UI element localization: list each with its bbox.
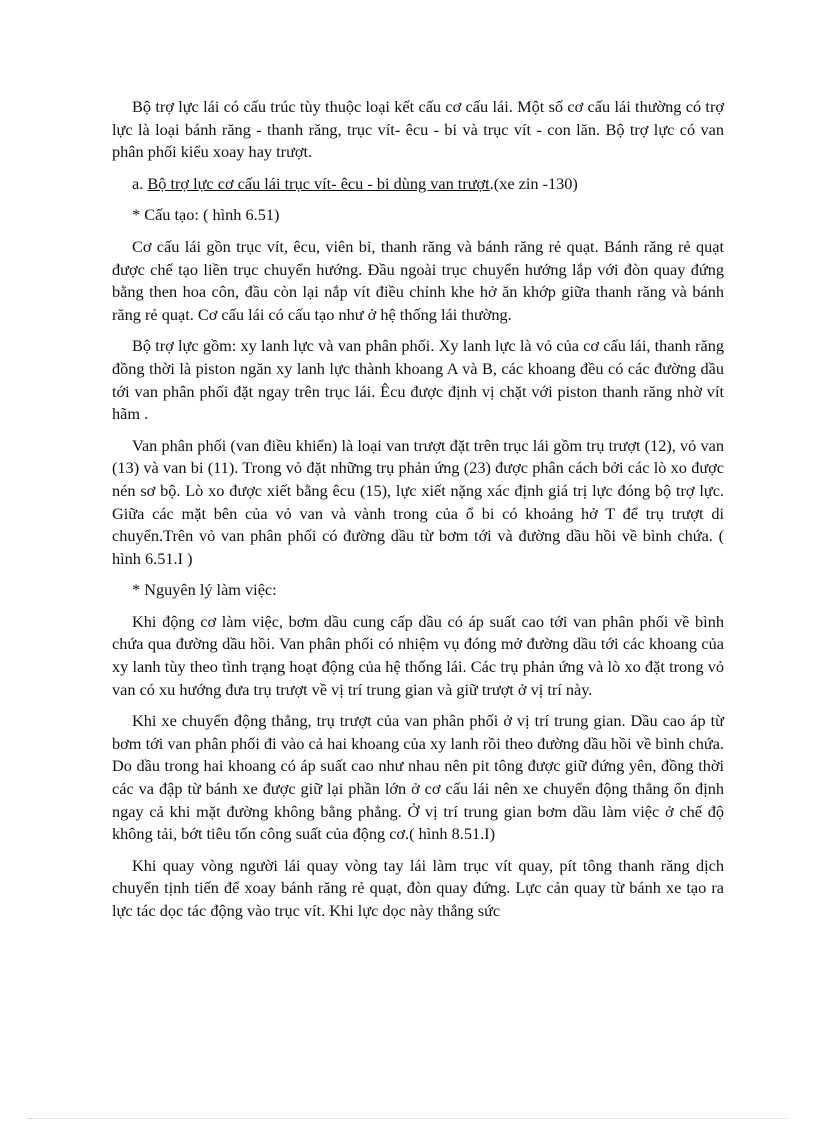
- page-bottom-divider: [28, 1118, 788, 1119]
- heading-a-title: Bộ trợ lực cơ cấu lái trục vít- êcu - bi dùng van trượt: [147, 173, 490, 193]
- principle-heading: * Nguyên lý làm việc:: [132, 580, 277, 600]
- paragraph-steering-gear: Cơ cấu lái gồn trục vít, êcu, viên bi, thanh răng và bánh răng rẻ quạt. Bánh răng rẻ quạt được chế tạo liền trục chuyển hướng. Đầu ngoài trục chuyển hướng lắp với đòn quay đứng bằng then hoa côn, đầu còn lại nắp vít điều chỉnh khe hở ăn khớp giữa thanh răng và bánh răng rẻ quạt. Cơ cấu lái có cấu tạo như ở hệ thống lái thường.: [112, 236, 724, 324]
- paragraph-booster-components: Bộ trợ lực gồm: xy lanh lực và van phân phối. Xy lanh lực là vỏ của cơ cấu lái, thanh răng đồng thời là piston ngăn xy lanh lực thành khoang A và B, các khoang đều có các đường dầu tới van phân phối đặt ngay trên trục lái. Êcu được định vị chặt với piston thanh răng nhờ vít hãm .: [112, 336, 724, 424]
- document-page: [112, 96, 724, 932]
- paragraph-distribution-valve: Van phân phối (van điều khiển) là loại van trượt đặt trên trục lái gồm trụ trượt (12), vỏ van (13) và van bi (11). Trong vỏ đặt những trụ phản ứng (23) được phân cách bởi các lò xo được nén sơ bộ. Lò xo được xiết bằng êcu (15), lực xiết nặng xác định giá trị lực đóng bộ trợ lực. Giữa các mặt bên của vỏ van và vành trong của ổ bi có khoảng hở T để trụ trượt di chuyển.Trên vỏ van phân phối có đường dầu từ bơm tới và đường dầu hồi về bình chứa. ( hình 6.51.I ): [112, 435, 724, 568]
- heading-a-suffix: .(xe zin -130): [489, 173, 578, 193]
- section-heading-a: [112, 173, 724, 196]
- heading-a-prefix: a.: [132, 173, 148, 193]
- structure-heading: * Cấu tạo: ( hình 6.51): [132, 205, 280, 225]
- paragraph-intro: Bộ trợ lực lái có cấu trúc tùy thuộc loại kết cấu cơ cấu lái. Một số cơ cấu lái thường có trợ lực là loại bánh răng - thanh răng, trục vít- êcu - bi và trục vít - con lăn. Bộ trợ lực có van phân phối kiểu xoay hay trượt.: [112, 97, 724, 162]
- paragraph-turning: Khi quay vòng người lái quay vòng tay lái làm trục vít quay, pít tông thanh răng dịch chuyển tịnh tiến để xoay bánh răng rẻ quạt, đòn quay đứng. Lực cản quay từ bánh xe tạo ra lực tác dọc tác động vào trục vít. Khi lực dọc này thắng sức: [112, 855, 724, 920]
- paragraph-straight-motion: Khi xe chuyển động thẳng, trụ trượt của van phân phối ở vị trí trung gian. Dầu cao áp từ bơm tới van phân phối đi vào cả hai khoang của xy lanh rồi theo đường dầu hồi về bình chứa. Do dầu trong hai khoang có áp suất cao như nhau nên pit tông được giữ đứng yên, đồng thời các va đập từ bánh xe được giữ lại phần lớn ở cơ cấu lái nên xe chuyển động thẳng ổn định ngay cả khi mặt đường không bằng phẳng. Ở vị trí trung gian bơm dầu làm việc ở chế độ không tải, bớt tiêu tốn công suất của động cơ.( hình 8.51.I): [112, 711, 724, 844]
- paragraph-engine-running: Khi động cơ làm việc, bơm dầu cung cấp dầu có áp suất cao tới van phân phối về bình chứa qua đường dầu hồi. Van phân phối có nhiệm vụ đóng mở đường dầu tới các khoang của xy lanh tùy theo tình trạng hoạt động của hệ thống lái. Các trụ phản ứng và lò xo đặt trong vỏ van có xu hướng đưa trụ trượt về vị trí trung gian và giữ trượt ở vị trí này.: [112, 611, 724, 699]
